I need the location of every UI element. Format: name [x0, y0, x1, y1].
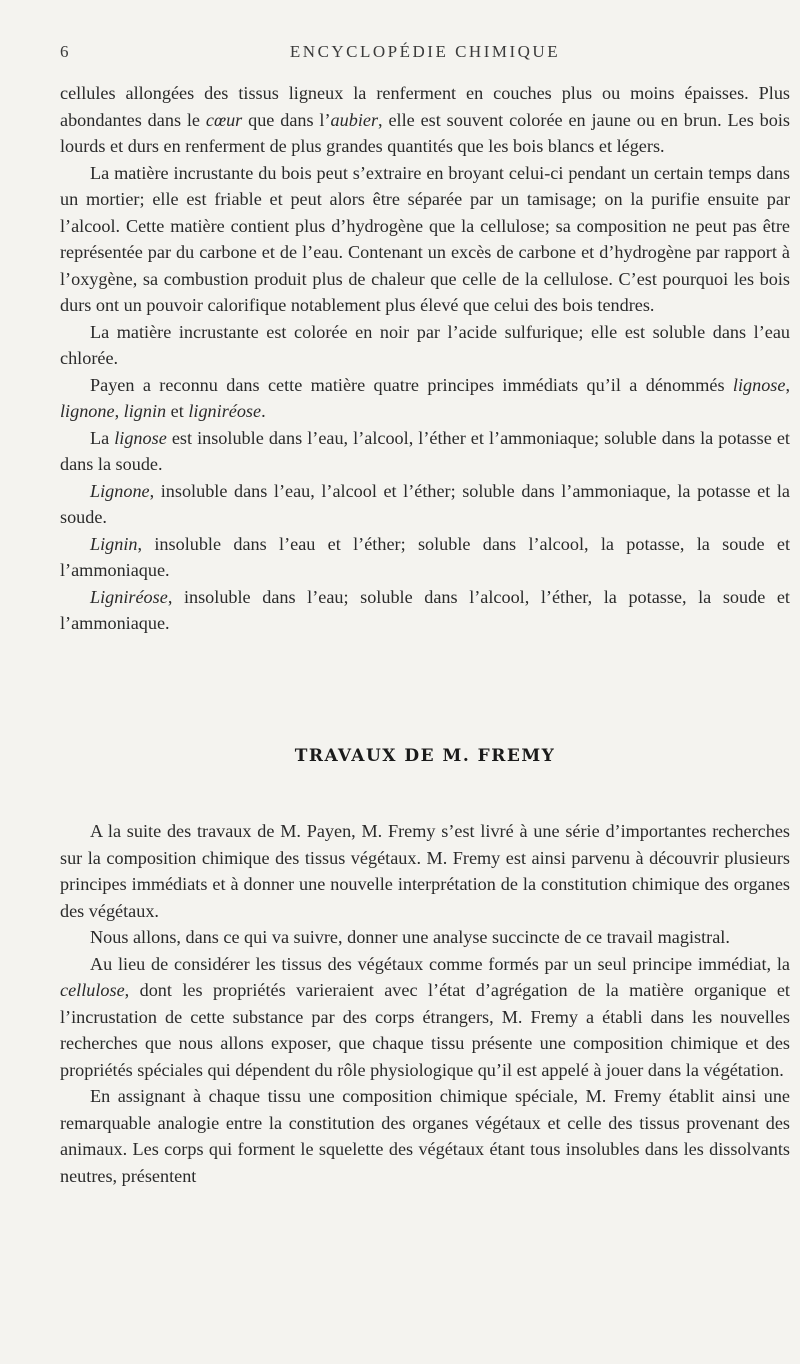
paragraph-6: Lignone, insoluble dans l’eau, l’alcool et l’éther; soluble dans l’ammoniaque, la potasse et la soude.	[60, 480, 790, 527]
paragraph-10: Nous allons, dans ce qui va suivre, donner une analyse succincte de ce travail magistral.	[90, 927, 730, 947]
paragraph-3: La matière incrustante est colorée en noir par l’acide sulfurique; elle est soluble dans l’eau chlorée.	[60, 321, 790, 368]
text-block-top	[60, 80, 790, 637]
text-block-bottom	[60, 818, 790, 1189]
running-title: ENCYCLOPÉDIE CHIMIQUE	[289, 42, 561, 61]
paragraph-11: Au lieu de considérer les tissus des végétaux comme formés par un seul principe immédiat, la cellulose, dont les propriétés varieraient avec l’état d’agrégation de la matière organique et l’incrustation de cette substance par des corps étrangers, M. Fremy a établi dans les nouvelles recherches que nous allons exposer, que chaque tissu présente une composition chimique et des propriétés spéciales qui dépendent du rôle physiologique qu’il est appelé à jouer dans la végétation.	[60, 953, 790, 1080]
paragraph-12: En assignant à chaque tissu une composition chimique spéciale, M. Fremy établit ainsi une remarquable analogie entre la constitution des organes végétaux et celle des tissus provenant des animaux. Les corps qui forment le squelette des végétaux étant tous insolubles dans les dissolvants neutres, présentent	[60, 1086, 790, 1186]
page-number: 6	[60, 42, 69, 61]
paragraph-9: A la suite des travaux de M. Payen, M. Fremy s’est livré à une série d’importantes recherches sur la composition chimique des tissus végétaux. M. Fremy est ainsi parvenu à découvrir plusieurs principes immédiats et à donner une nouvelle interprétation de la constitution chimique des organes des végétaux.	[60, 821, 790, 921]
paragraph-1: cellules allongées des tissus ligneux la renferment en couches plus ou moins épaisses. Plus abondantes dans le cœur que dans l’aubier, elle est souvent colorée en jaune ou en brun. Les bois lourds et durs en renferment de plus grandes quantités que les bois blancs et légers.	[60, 83, 790, 156]
paragraph-2: La matière incrustante du bois peut s’extraire en broyant celui-ci pendant un certain temps dans un mortier; elle est friable et peut alors être séparée par un tamisage; on la purifie ensuite par l’alcool. Cette matière contient plus d’hydrogène que la cellulose; sa composition ne peut pas être représentée par du carbone et de l’eau. Contenant un excès de carbone et d’hydrogène par rapport à l’oxygène, sa combustion produit plus de chaleur que celle de la cellulose. C’est pourquoi les bois durs ont un pouvoir calorifique notablement plus élevé que celui des bois tendres.	[60, 162, 790, 315]
paragraph-5: La lignose est insoluble dans l’eau, l’alcool, l’éther et l’ammoniaque; soluble dans la potasse et dans la soude.	[60, 427, 790, 474]
section-title: TRAVAUX DE M. FREMY	[294, 746, 556, 766]
page-header	[60, 40, 790, 70]
paragraph-8: Ligniréose, insoluble dans l’eau; soluble dans l’alcool, l’éther, la potasse, la soude et l’ammoniaque.	[60, 586, 790, 633]
paragraph-4: Payen a reconnu dans cette matière quatre principes immédiats qu’il a dénommés lignose, lignone, lignin et ligniréose.	[60, 374, 790, 421]
paragraph-7: Lignin, insoluble dans l’eau et l’éther; soluble dans l’alcool, la potasse, la soude et l’ammoniaque.	[60, 533, 790, 580]
